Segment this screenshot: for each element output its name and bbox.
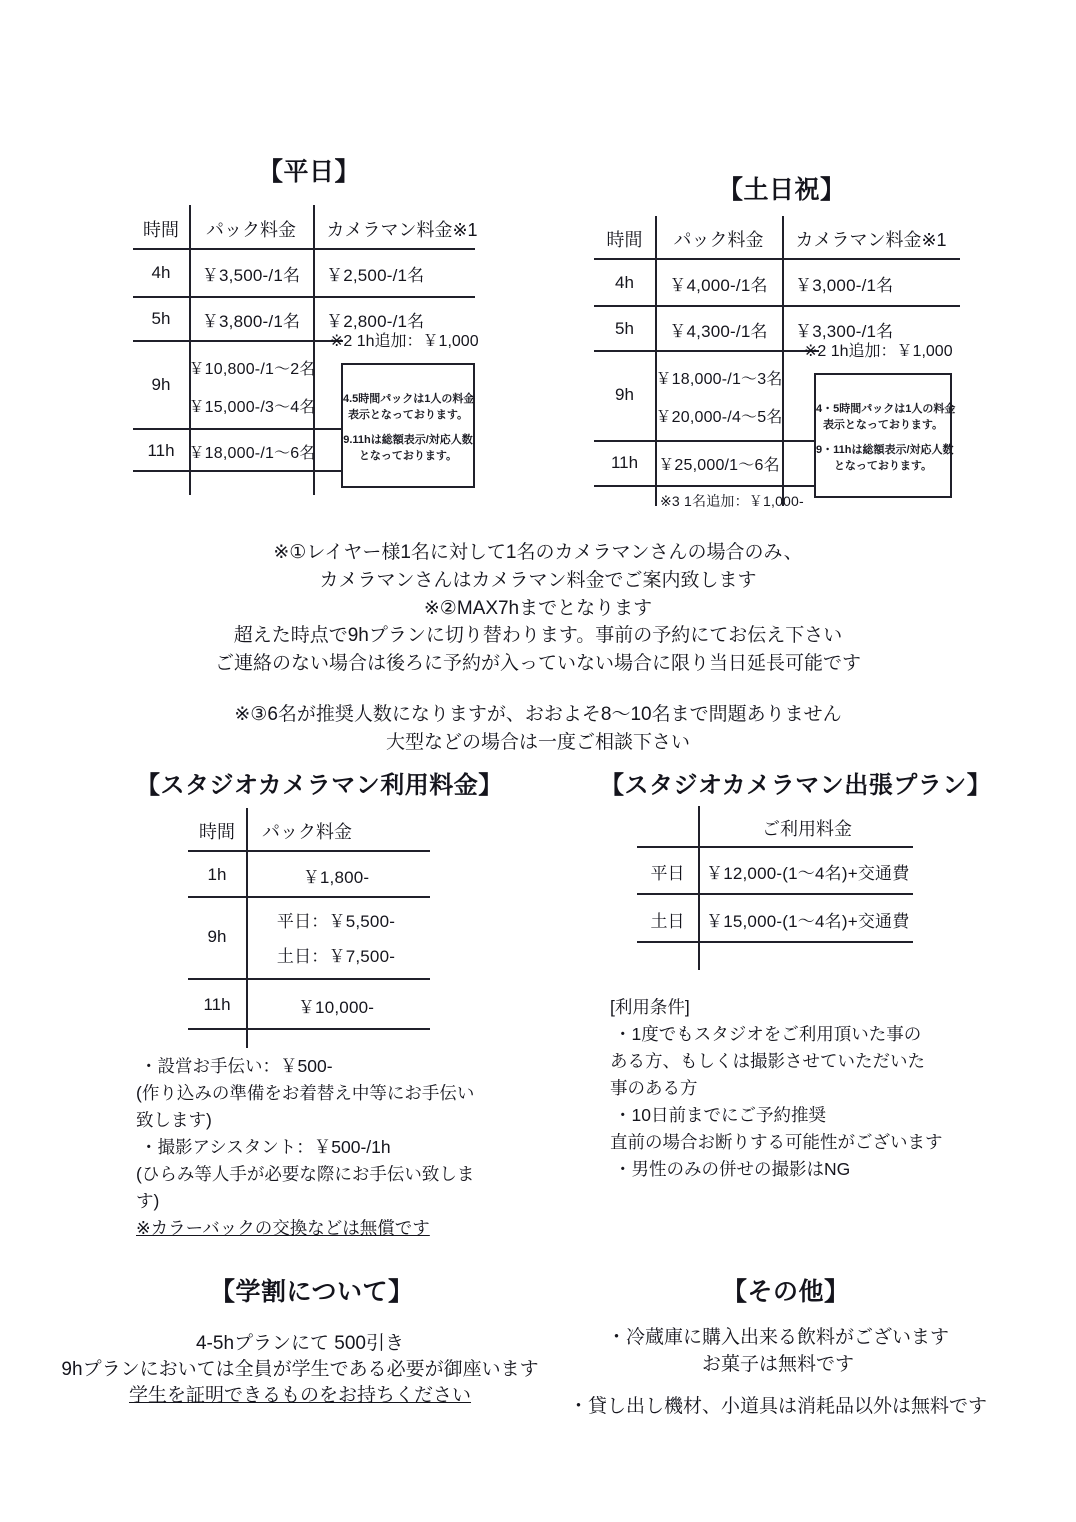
- weekday-header-cameraman: カメラマン料金※1: [326, 220, 478, 240]
- trip-rule-header-bottom: [637, 846, 913, 848]
- weekend-rule-r4-bottom: [594, 485, 819, 487]
- general-note-1-line-1: カメラマンさんはカメラマン料金でご案内致します: [319, 570, 757, 591]
- weekday-section-heading: 【平日】: [258, 158, 361, 186]
- studio-rule-header-bottom: [188, 850, 430, 852]
- general-note-1-line-0: ※①レイヤー様1名に対して1名のカメラマンさんの場合のみ、: [273, 542, 803, 563]
- weekday-row-pack-0: ￥3,500-/1名: [201, 265, 301, 285]
- studio-col-rule-1: [246, 808, 248, 1048]
- weekend-row-time-2: 9h: [615, 385, 634, 404]
- weekend-row-pack-2a: ￥18,000-/1〜3名: [655, 370, 783, 388]
- studio-rule-r2-bottom: [188, 978, 430, 980]
- weekend-header-cameraman: カメラマン料金※1: [795, 230, 947, 250]
- trip-condition-line-3: ・10日前までにご予約推奨: [614, 1105, 826, 1125]
- weekday-header-pack: パック料金: [206, 220, 296, 240]
- weekday-row-time-1: 5h: [151, 309, 171, 328]
- weekday-row-time-0: 4h: [151, 263, 171, 282]
- weekday-notebox-line-1: 表示となっております。: [347, 409, 469, 421]
- trip-condition-line-5: ・男性のみの併せの撮影はNG: [614, 1159, 851, 1179]
- weekend-notebox-line-3: となっております。: [833, 460, 933, 472]
- weekend-notebox-line-1: 表示となっております。: [822, 419, 944, 431]
- student-discount-underlined: 学生を証明できるものをお持ちください: [128, 1385, 472, 1406]
- weekday-row-pack-3: ￥18,000-/1〜6名: [188, 444, 316, 462]
- weekday-rule-r2-bottom: [133, 340, 343, 342]
- weekday-row-pack-1: ￥3,800-/1名: [201, 311, 301, 331]
- studio-note-line-5: す): [136, 1191, 160, 1211]
- weekend-extra-note: ※2 1h追加：￥1,000: [804, 343, 953, 360]
- weekend-row-pack-1: ￥4,300-/1名: [669, 321, 768, 341]
- weekday-rule-r1-bottom: [133, 296, 475, 298]
- weekday-rule-header-bottom: [133, 248, 475, 250]
- weekend-notebox: [814, 373, 956, 498]
- studio-row-time-0: 1h: [207, 865, 227, 884]
- trip-row-fee-0: ￥12,000-(1〜4名)+交通費: [706, 863, 910, 883]
- other-block2-line-0: ・貸し出し機材、小道具は消耗品以外は無料です: [568, 1396, 988, 1417]
- studio-note-line-2: 致します): [136, 1110, 212, 1130]
- studio-note-line-4: (ひらみ等人手が必要な際にお手伝い致しま: [136, 1164, 475, 1184]
- student-discount-heading: 【学割について】: [210, 1278, 414, 1306]
- weekday-notebox-line-2: 9.11hは総額表示/対応人数: [343, 434, 473, 446]
- studio-note-underlined: ※カラーバックの交換などは無償です: [136, 1218, 430, 1238]
- studio-rule-r1-bottom: [188, 896, 430, 898]
- general-note-1-line-3: 超えた時点で9hプランに切り替わります。事前の予約にてお伝え下さい: [233, 625, 843, 646]
- trip-condition-line-2: 事のある方: [610, 1078, 698, 1098]
- weekend-rule-header-bottom: [594, 258, 960, 260]
- weekday-extra-note: ※2 1h追加：￥1,000: [330, 333, 479, 350]
- general-note-2-line-0: ※③6名が推奨人数になりますが、おおよそ8〜10名まで問題ありません: [234, 704, 842, 725]
- general-note-2-line-1: 大型などの場合は一度ご相談下さい: [385, 732, 691, 753]
- weekend-row-time-3: 11h: [610, 453, 639, 472]
- business-trip-heading: 【スタジオカメラマン出張プラン】: [600, 772, 992, 799]
- studio-header-pack: パック料金: [262, 822, 352, 842]
- weekend-row-time-0: 4h: [615, 273, 634, 292]
- trip-condition-line-1: ある方、もしくは撮影させていただいた: [610, 1051, 925, 1071]
- studio-note-line-0: ・設営お手伝い：￥500-: [140, 1056, 333, 1076]
- studio-row-pack-1a: 平日：￥5,500-: [276, 911, 396, 931]
- weekend-row-pack-3: ￥25,000/1〜6名: [658, 456, 780, 474]
- weekend-row-time-1: 5h: [615, 319, 634, 338]
- weekday-row-cameraman-0: ￥2,500-/1名: [326, 265, 425, 285]
- weekend-rule-r3-bottom: [594, 440, 819, 442]
- other-block1-line-0: ・冷蔵庫に購入出来る飲料がございます: [606, 1327, 950, 1348]
- general-note-1-line-2: ※②MAX7hまでとなります: [423, 598, 653, 619]
- studio-row-pack-2: ￥10,000-: [297, 997, 375, 1017]
- trip-header-blank: [637, 812, 698, 844]
- studio-note-line-3: ・撮影アシスタント：￥500-/1h: [140, 1137, 391, 1157]
- weekend-notebox-line-2: 9・11hは総額表示/対応人数: [816, 444, 954, 456]
- studio-row-pack-1b: 土日：￥7,500-: [276, 946, 396, 966]
- trip-header-fee: ご利用料金: [762, 819, 852, 839]
- general-note-1-line-4: ご連絡のない場合は後ろに予約が入っていない場合に限り当日延長可能です: [214, 653, 862, 674]
- weekend-notebox-line-0: 4・5時間パックは1人の料金: [816, 403, 956, 415]
- weekday-row-time-3: 11h: [147, 441, 175, 460]
- studio-row-time-2: 11h: [203, 995, 231, 1014]
- trip-condition-line-0: ・1度でもスタジオをご利用頂いた事の: [614, 1024, 922, 1044]
- trip-rule-r1-bottom: [637, 893, 913, 895]
- weekday-header-time: 時間: [143, 220, 179, 240]
- weekend-header-time: 時間: [606, 230, 643, 250]
- weekday-row-pack-2a: ￥10,800-/1〜2名: [188, 360, 316, 378]
- studio-header-time: 時間: [199, 822, 235, 842]
- other-heading: 【その他】: [722, 1278, 850, 1306]
- trip-conditions-heading: [利用条件]: [610, 997, 690, 1017]
- weekday-rule-r3-bottom: [133, 428, 343, 430]
- weekend-rule-r1-bottom: [594, 305, 960, 307]
- weekday-row-time-2: 9h: [151, 375, 171, 394]
- weekend-row-cameraman-0: ￥3,000-/1名: [795, 275, 894, 295]
- studio-cameraman-heading: 【スタジオカメラマン利用料金】: [136, 772, 503, 799]
- trip-row-day-0: 平日: [650, 863, 685, 883]
- weekend-row-cameraman-1: ￥3,300-/1名: [795, 321, 894, 341]
- weekday-row-pack-2b: ￥15,000-/3〜4名: [188, 398, 316, 416]
- studio-row-time-1: 9h: [207, 927, 227, 946]
- student-discount-line-0: 4-5hプランにて 500引き: [195, 1333, 405, 1354]
- weekend-header-pack: パック料金: [673, 230, 764, 250]
- studio-row-pack-0: ￥1,800-: [302, 867, 370, 887]
- student-discount-line-1: 9hプランにおいては全員が学生である必要が御座います: [61, 1359, 539, 1380]
- weekday-notebox-line-3: となっております。: [358, 450, 458, 462]
- trip-row-fee-1: ￥15,000-(1〜4名)+交通費: [706, 911, 910, 931]
- other-block1-line-1: お菓子は無料です: [701, 1354, 855, 1375]
- weekend-rule-r2-bottom: [594, 350, 819, 352]
- weekday-notebox-line-0: 4.5時間パックは1人の料金: [343, 393, 475, 405]
- trip-row-day-1: 土日: [650, 911, 685, 931]
- weekend-section-heading: 【土日祝】: [718, 176, 846, 204]
- trip-condition-line-4: 直前の場合お断りする可能性がございます: [610, 1132, 943, 1152]
- weekend-row-pack-0: ￥4,000-/1名: [669, 275, 768, 295]
- weekday-rule-r4-bottom: [133, 470, 343, 472]
- studio-rule-r3-bottom: [188, 1028, 430, 1030]
- weekend-footer-note: ※3 1名追加：￥1,000-: [660, 493, 804, 509]
- studio-note-line-1: (作り込みの準備をお着替え中等にお手伝い: [136, 1083, 475, 1103]
- trip-rule-r2-bottom: [637, 941, 913, 943]
- weekday-row-cameraman-1: ￥2,800-/1名: [326, 311, 425, 331]
- trip-col-rule-1: [698, 806, 700, 970]
- weekend-row-pack-2b: ￥20,000-/4〜5名: [655, 408, 783, 426]
- weekday-notebox: [341, 363, 475, 488]
